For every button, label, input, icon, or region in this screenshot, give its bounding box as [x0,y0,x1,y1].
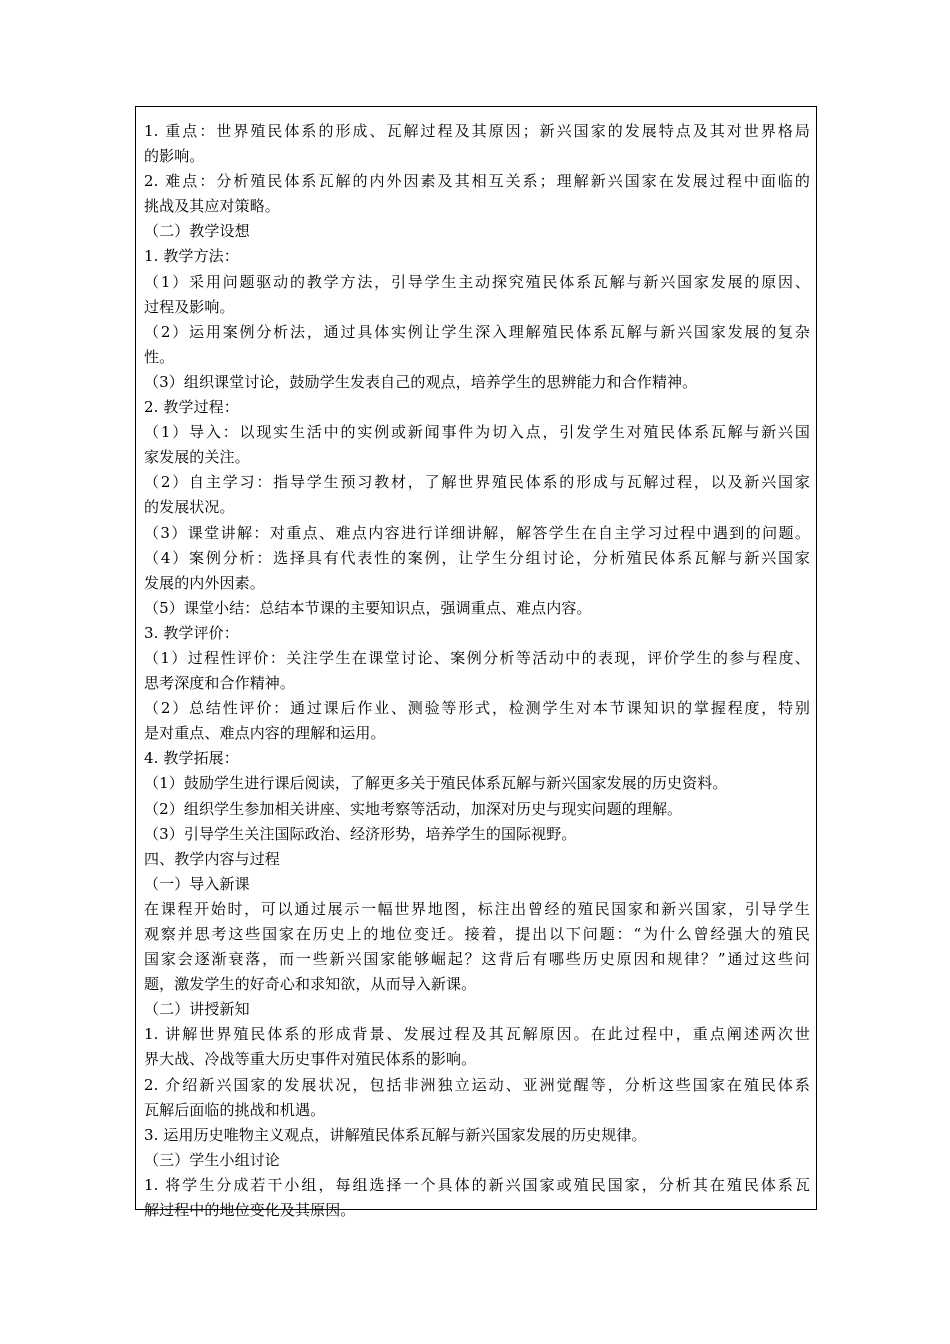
text-line-teaching-method-heading: 1. 教学方法： [144,247,239,266]
text-line-evaluation-2: （2）总结性评价：通过课后作业、测验等形式，检测学生对本节课知识的掌握程度，特别 [144,699,810,718]
text-line-discussion-1-cont: 解过程中的地位变化及其原因。 [144,1201,356,1220]
text-line-difficulty-cont: 挑战及其应对策略。 [144,197,280,216]
text-line-section-four: 四、教学内容与过程 [144,849,280,868]
text-line-process-5: （5）课堂小结：总结本节课的主要知识点，强调重点、难点内容。 [144,598,592,617]
text-line-evaluation-2-cont: 是对重点、难点内容的理解和运用。 [144,724,386,743]
text-line-process-3: （3）课堂讲解：对重点、难点内容进行详细讲解，解答学生在自主学习过程中遇到的问题。 [144,523,810,542]
text-line-extension-1: （1）鼓励学生进行课后阅读，了解更多关于殖民体系瓦解与新兴国家发展的历史资料。 [144,774,728,793]
text-line-key-point: 1. 重点：世界殖民体系的形成、瓦解过程及其原因；新兴国家的发展特点及其对世界格局 [144,122,810,140]
text-line-process-2-cont: 的发展状况。 [144,498,235,517]
text-line-process-4-cont: 发展的内外因素。 [144,573,265,592]
text-line-method-1: （1）采用问题驱动的教学方法，引导学生主动探究殖民体系瓦解与新兴国家发展的原因、 [144,272,810,291]
text-line-method-1-cont: 过程及影响。 [144,297,235,316]
text-line-knowledge-2-cont: 瓦解后面临的挑战和机遇。 [144,1100,326,1119]
text-line-key-point-cont: 的影响。 [144,147,205,166]
text-line-section-intro: （一）导入新课 [144,874,250,893]
lesson-plan-table-cell [135,106,817,1220]
text-line-process-1-cont: 家发展的关注。 [144,448,250,467]
text-line-evaluation-1-cont: 思考深度和合作精神。 [144,674,296,693]
text-line-section-new-knowledge: （二）讲授新知 [144,1000,250,1019]
text-line-extension-heading: 4. 教学拓展： [144,749,239,768]
text-line-method-2: （2）运用案例分析法，通过具体实例让学生深入理解殖民体系瓦解与新兴国家发展的复杂 [144,322,810,341]
text-line-intro-para-1: 在课程开始时，可以通过展示一幅世界地图，标注出曾经的殖民国家和新兴国家，引导学生 [144,899,810,918]
text-line-section-group-discussion: （三）学生小组讨论 [144,1150,280,1169]
text-line-method-2-cont: 性。 [144,347,175,366]
text-line-difficulty: 2. 难点：分析殖民体系瓦解的内外因素及其相互关系；理解新兴国家在发展过程中面临的 [144,172,810,191]
text-line-intro-para-4: 题，激发学生的好奇心和求知欲，从而导入新课。 [144,975,477,994]
text-line-knowledge-3: 3. 运用历史唯物主义观点，讲解殖民体系瓦解与新兴国家发展的历史规律。 [144,1125,647,1144]
text-line-knowledge-1: 1. 讲解世界殖民体系的形成背景、发展过程及其瓦解原因。在此过程中，重点阐述两次世 [144,1025,810,1044]
text-line-evaluation-1: （1）过程性评价：关注学生在课堂讨论、案例分析等活动中的表现，评价学生的参与程度、 [144,648,810,667]
text-line-discussion-1: 1. 将学生分成若干小组，每组选择一个具体的新兴国家或殖民国家，分析其在殖民体系瓦 [144,1175,810,1194]
text-line-intro-para-2: 观察并思考这些国家在历史上的地位变迁。接着，提出以下问题：“为什么曾经强大的殖民 [144,925,810,943]
text-line-knowledge-1-cont: 界大战、冷战等重大历史事件对殖民体系的影响。 [144,1050,477,1069]
text-line-intro-para-3: 国家会逐渐衰落，而一些新兴国家能够崛起？这背后有哪些历史原因和规律？”通过这些问 [144,950,810,969]
text-line-section-teaching-idea: （二）教学设想 [144,222,250,241]
text-line-process-4: （4）案例分析：选择具有代表性的案例，让学生分组讨论，分析殖民体系瓦解与新兴国家 [144,548,810,567]
text-line-process-heading: 2. 教学过程： [144,398,239,417]
text-line-extension-3: （3）引导学生关注国际政治、经济形势，培养学生的国际视野。 [144,824,577,843]
text-line-extension-2: （2）组织学生参加相关讲座、实地考察等活动，加深对历史与现实问题的理解。 [144,799,683,818]
text-line-knowledge-2: 2. 介绍新兴国家的发展状况，包括非洲独立运动、亚洲觉醒等，分析这些国家在殖民体系 [144,1075,810,1094]
text-line-method-3: （3）组织课堂讨论，鼓励学生发表自己的观点，培养学生的思辨能力和合作精神。 [144,372,698,391]
text-line-process-1: （1）导入：以现实生活中的实例或新闻事件为切入点，引发学生对殖民体系瓦解与新兴国 [144,423,810,442]
text-line-evaluation-heading: 3. 教学评价： [144,623,239,642]
text-line-process-2: （2）自主学习：指导学生预习教材，了解世界殖民体系的形成与瓦解过程，以及新兴国家 [144,473,810,492]
